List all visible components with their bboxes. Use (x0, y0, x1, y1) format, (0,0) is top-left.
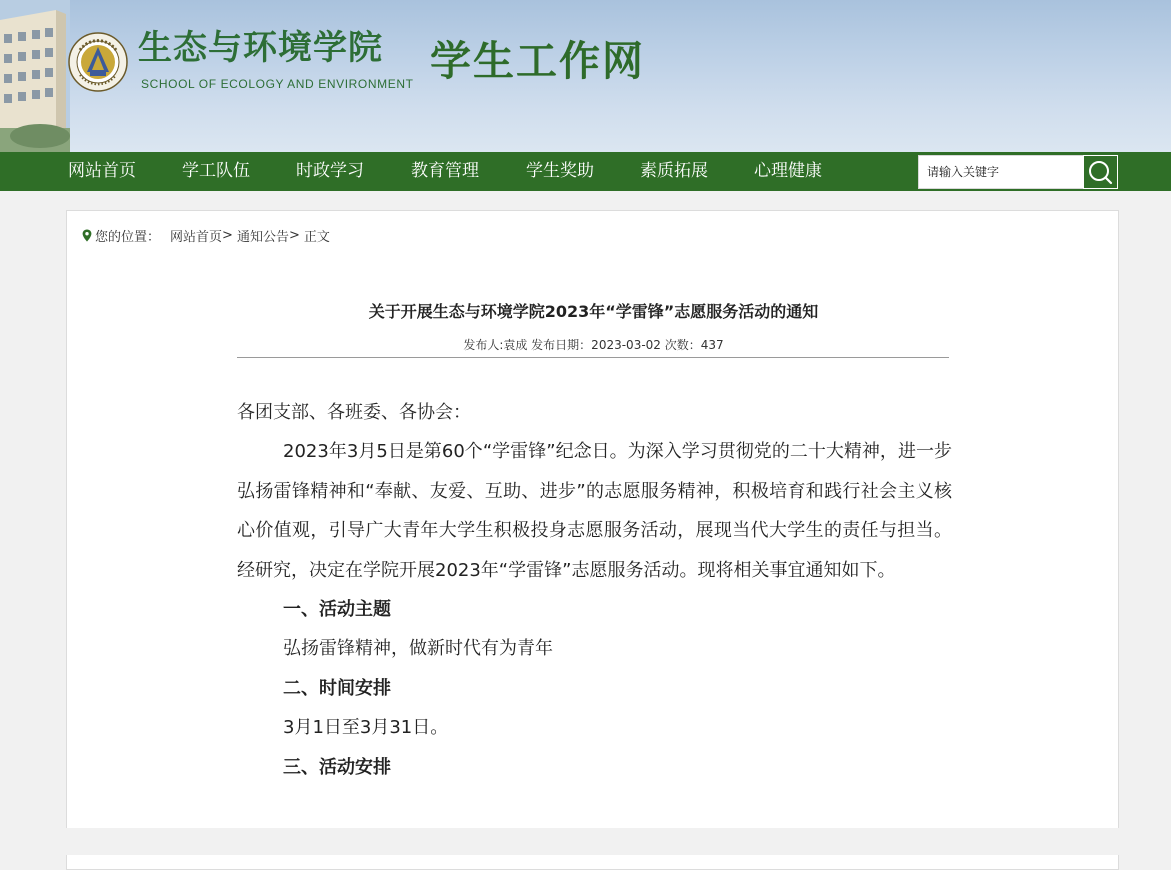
content-panel (66, 210, 1119, 870)
search-icon (1084, 156, 1117, 188)
section-text: 3月1日至3月31日。 (283, 717, 449, 739)
university-seal-icon (68, 32, 128, 92)
breadcrumb-separator: > (288, 228, 300, 243)
search-input[interactable] (918, 155, 1084, 189)
nav-item-mental-health[interactable]: 心理健康 (754, 161, 822, 181)
breadcrumb-notices[interactable]: 通知公告 (236, 230, 289, 245)
campus-building-image (0, 0, 70, 152)
search-button[interactable] (1083, 155, 1118, 189)
nav-item-quality[interactable]: 素质拓展 (640, 161, 708, 181)
nav-item-staff[interactable]: 学工队伍 (182, 161, 250, 181)
intro-paragraph: 2023年3月5日是第60个“学雷锋”纪念日。为深入学习贯彻党的二十大精神，进一步弘扬雷锋精神和“奉献、友爱、互助、进步”的志愿服务精神，积极培育和践行社会主义核心价值观，引导广大青年大学生积极投身志愿服务活动，展现当代大学生的责任与担当。经研究，决定在学院开展2023年“学雷锋”志愿服务活动。现将相关事宜通知如下。 (237, 441, 952, 581)
page-bottom-strip (0, 828, 1171, 855)
college-name-en: SCHOOL OF ECOLOGY AND ENVIRONMENT (141, 77, 414, 91)
location-pin-icon (82, 229, 92, 242)
section-heading: 一、活动主题 (283, 599, 391, 621)
section-heading: 二、时间安排 (283, 677, 391, 699)
title-divider (237, 357, 949, 358)
site-title: 学生工作网 (430, 37, 645, 85)
article-body (237, 393, 952, 787)
site-header (0, 0, 1171, 152)
college-name: 生态与环境学院 (138, 28, 383, 68)
section-heading: 三、活动安排 (283, 756, 391, 778)
main-nav (0, 152, 1171, 191)
article-title: 关于开展生态与环境学院2023年“学雷锋”志愿服务活动的通知 (368, 302, 819, 321)
nav-item-politics[interactable]: 时政学习 (296, 161, 364, 181)
article-meta: 发布人:袁成 发布日期：2023-03-02 次数：437 (463, 338, 724, 352)
breadcrumb-separator: > (222, 228, 233, 243)
nav-item-aid[interactable]: 学生奖助 (526, 161, 594, 181)
breadcrumb-home[interactable]: 网站首页 (170, 230, 223, 245)
nav-item-education[interactable]: 教育管理 (411, 161, 479, 181)
salutation: 各团支部、各班委、各协会： (237, 402, 471, 423)
breadcrumb-prefix: 您的位置： (95, 230, 161, 245)
breadcrumb (82, 226, 330, 245)
nav-item-home[interactable]: 网站首页 (68, 161, 136, 181)
breadcrumb-current: 正文 (303, 230, 330, 245)
section-text: 弘扬雷锋精神，做新时代有为青年 (283, 638, 553, 660)
